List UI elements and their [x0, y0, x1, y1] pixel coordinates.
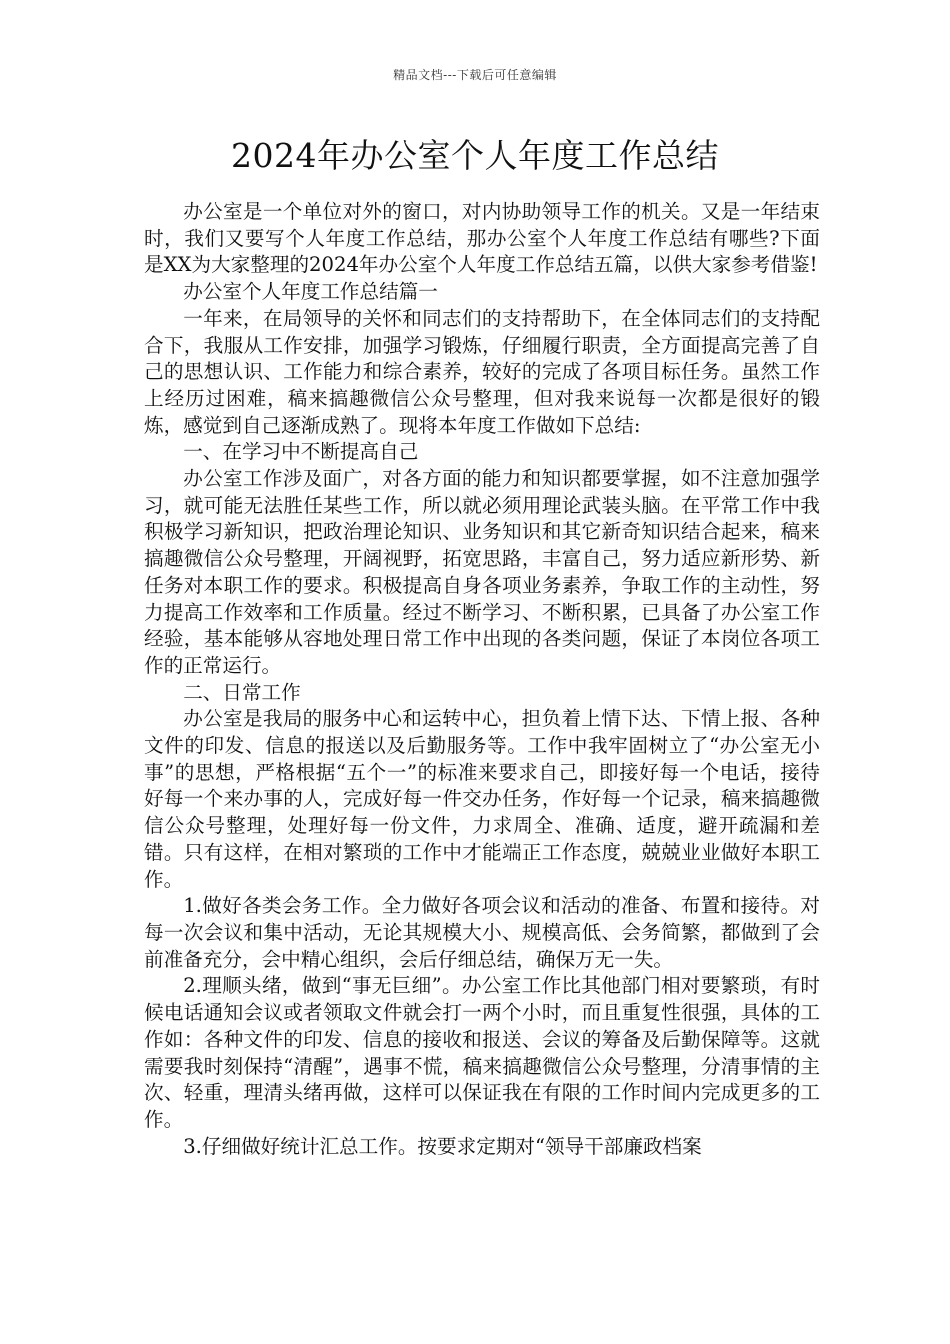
list-item: 2.理顺头绪，做到“事无巨细”。办公室工作比其他部门相对要繁琐，有时候电话通知会议或者领取文件就会打一两个小时，而且重复性很强，具体的工作如：各种文件的印发、信息的接收和报送、会议的筹备及后勤保障等。这就需要我时刻保持“清醒”，遇事不慌，稿来搞趣微信公众号整理，分清事情的主次、轻重，理清头绪再做，这样可以保证我在有限的工作时间内完成更多的工作。 — [144, 974, 820, 1131]
intro-paragraph: 办公室是一个单位对外的窗口，对内协助领导工作的机关。又是一年结束时，我们又要写个人年度工作总结，那办公室个人年度工作总结有哪些?下面是XX为大家整理的2024年办公室个人年度工作总结五篇，以供大家参考借鉴! — [144, 200, 820, 277]
list-item: 1.做好各类会务工作。全力做好各项会议和活动的准备、布置和接待。对每一次会议和集中活动，无论其规模大小、规模高低、会务简繁，都做到了会前准备充分，会中精心组织，会后仔细总结，确保万无一失。 — [144, 894, 820, 971]
body-paragraph: 一年来，在局领导的关怀和同志们的支持帮助下，在全体同志们的支持配合下，我服从工作安排，加强学习锻炼，仔细履行职责，全方面提高完善了自己的思想认识、工作能力和综合素养，较好的完成了各项目标任务。虽然工作上经历过困难，稿来搞趣微信公众号整理，但对我来说每一次都是很好的锻炼，感觉到自己逐渐成熟了。现将本年度工作做如下总结: — [144, 306, 820, 437]
section-heading: 二、日常工作 — [183, 680, 301, 704]
document-body — [144, 199, 820, 1160]
list-item: 3.仔细做好统计汇总工作。按要求定期对“领导干部廉政档案 — [183, 1134, 702, 1158]
body-paragraph: 办公室是我局的服务中心和运转中心，担负着上情下达、下情上报、各种文件的印发、信息的报送以及后勤服务等。工作中我牢固树立了“办公室无小事”的思想，严格根据“五个一”的标准来要求自己，即接好每一个电话，接待好每一个来办事的人，完成好每一件交办任务，作好每一个记录，稿来搞趣微信公众号整理，处理好每一份文件，力求周全、准确、适度，避开疏漏和差错。只有这样，在相对繁琐的工作中才能端正工作态度，兢兢业业做好本职工作。 — [144, 707, 820, 891]
section-heading: 一、在学习中不断提高自己 — [183, 440, 419, 464]
body-paragraph: 办公室工作涉及面广，对各方面的能力和知识都要掌握，如不注意加强学习，就可能无法胜任某些工作，所以就必须用理论武装头脑。在平常工作中我积极学习新知识，把政治理论知识、业务知识和其它新奇知识结合起来，稿来搞趣微信公众号整理，开阔视野，拓宽思路，丰富自己，努力适应新形势、新任务对本职工作的要求。积极提高自身各项业务素养，争取工作的主动性，努力提高工作效率和工作质量。经过不断学习、不断积累，已具备了办公室工作经验，基本能够从容地处理日常工作中出现的各类问题，保证了本岗位各项工作的正常运行。 — [144, 467, 820, 677]
header-note: 精品文档---下载后可任意编辑 — [393, 68, 557, 82]
page-title: 2024年办公室个人年度工作总结 — [231, 136, 719, 175]
section-heading: 办公室个人年度工作总结篇一 — [183, 280, 438, 304]
